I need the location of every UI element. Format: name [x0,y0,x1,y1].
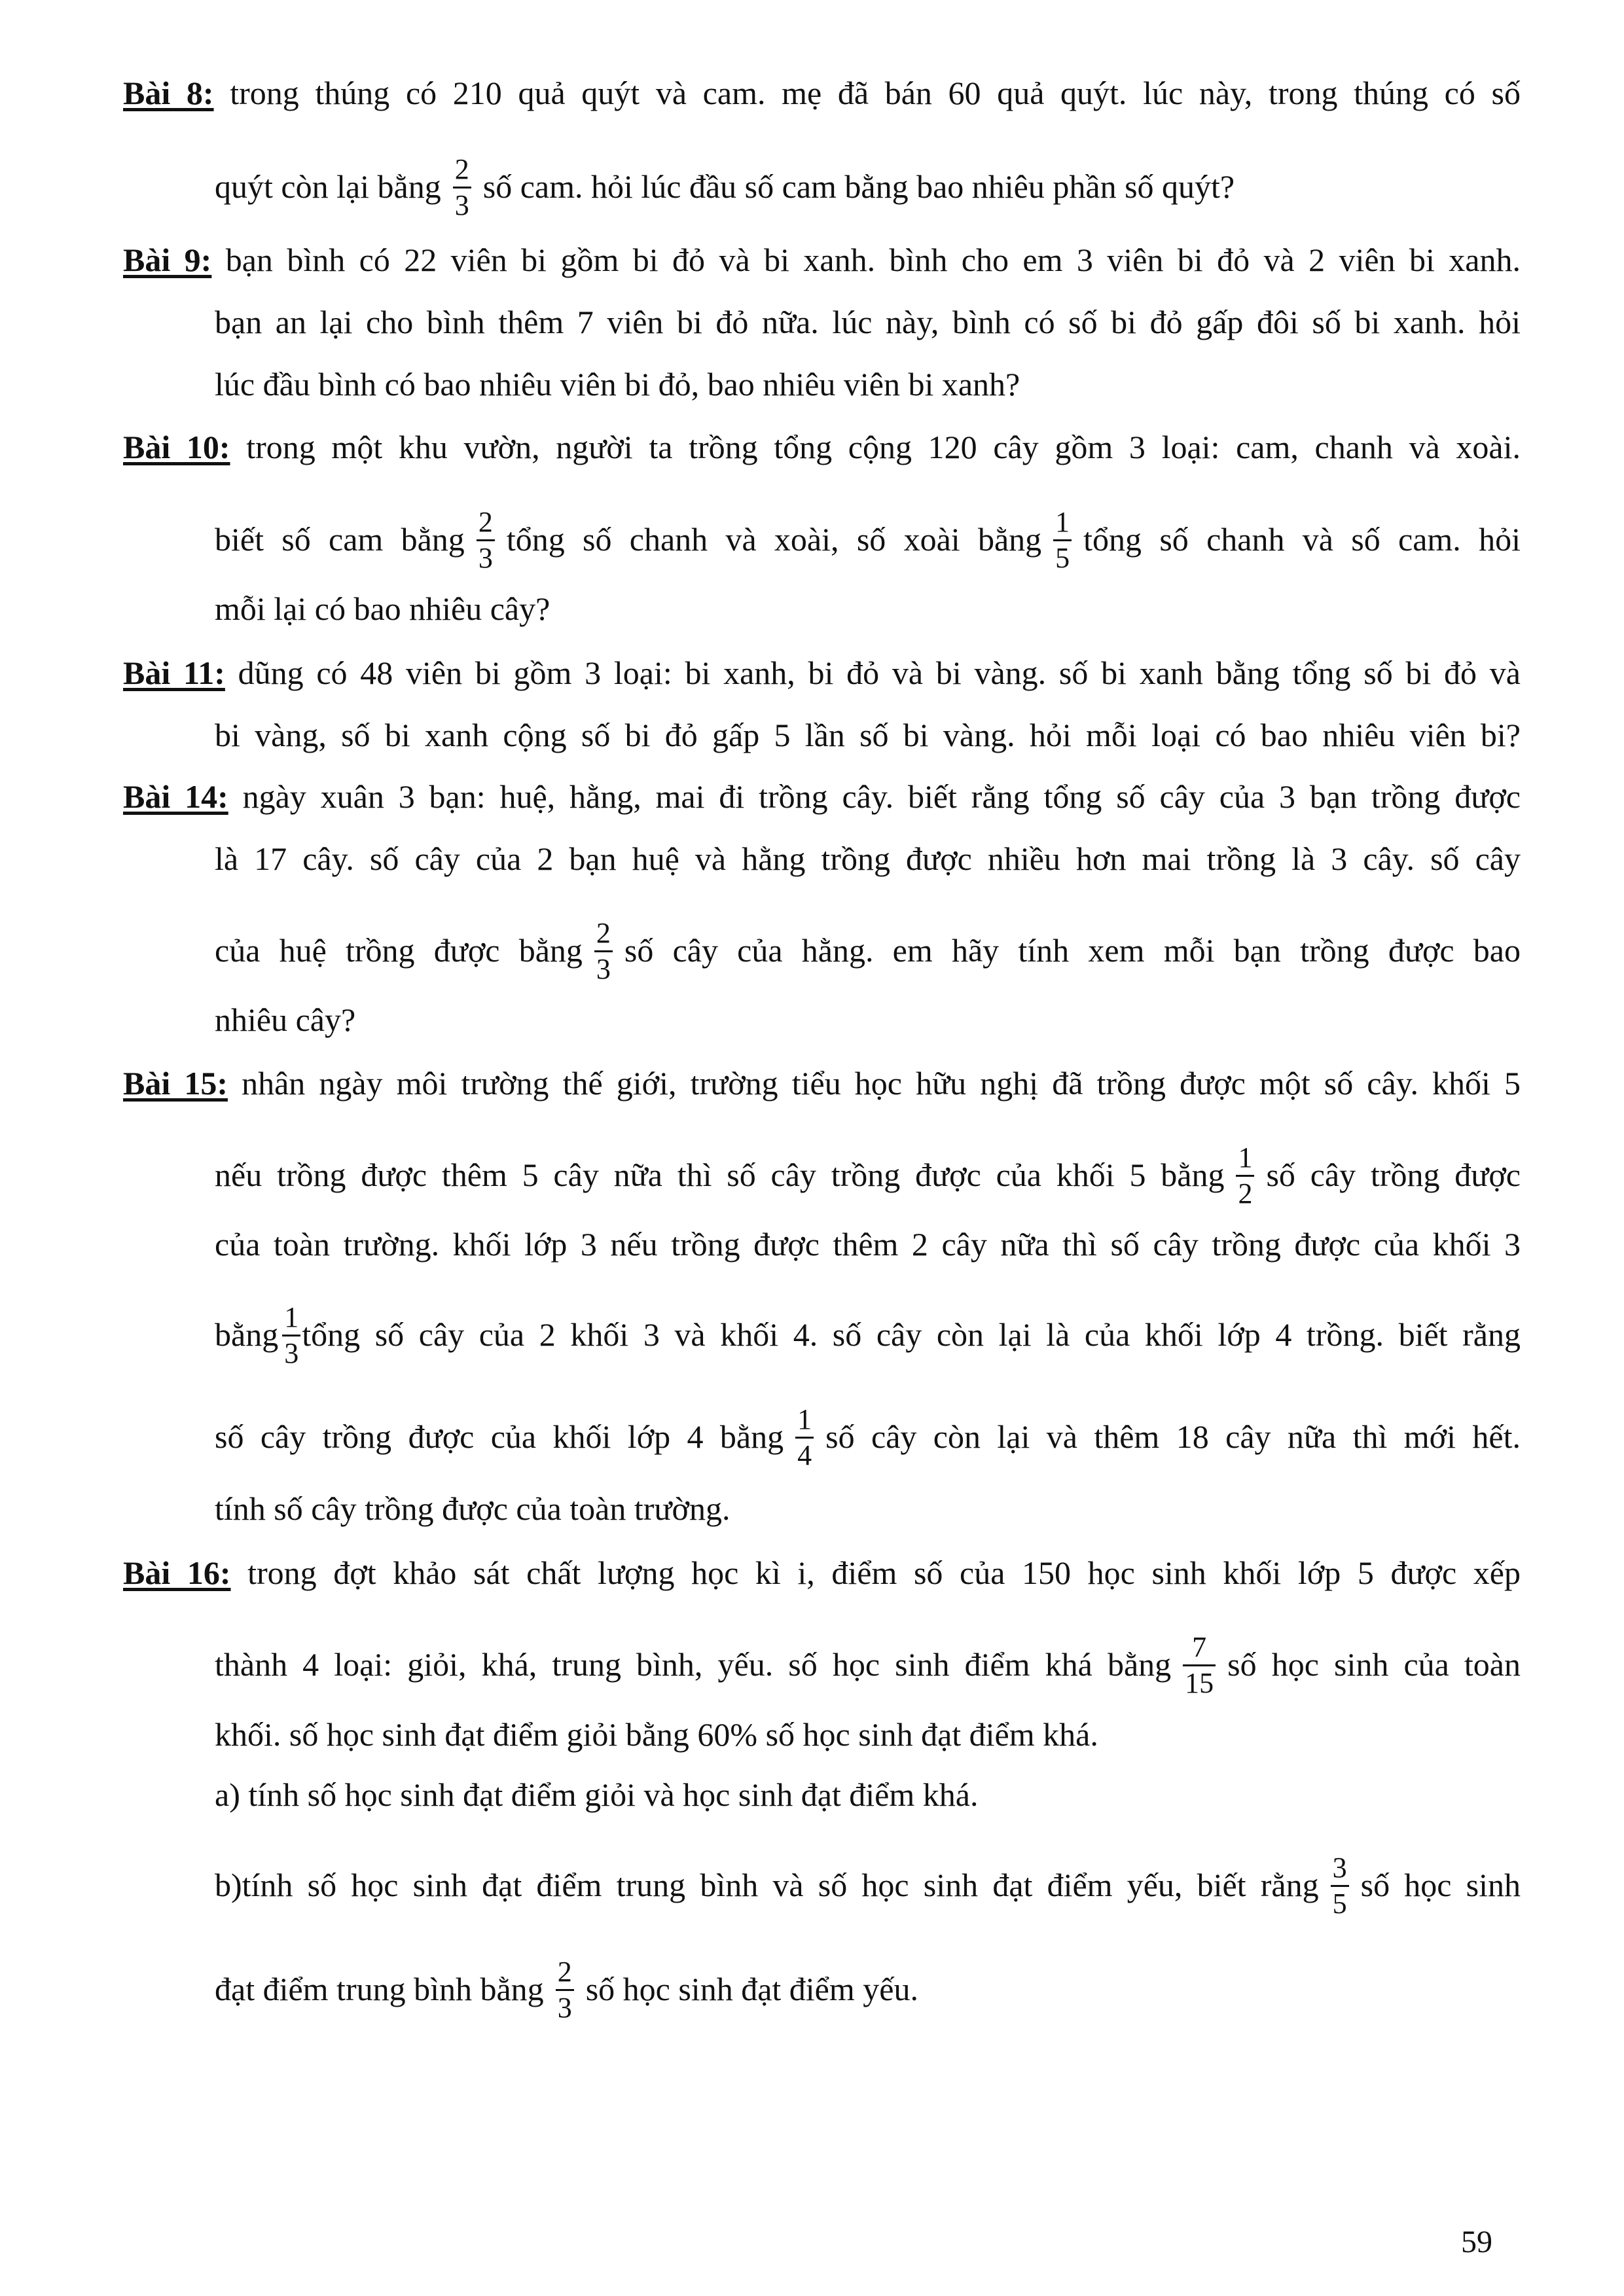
problem-9-line-3: lúc đầu bình có bao nhiêu viên bi đỏ, bao nhiêu viên bi xanh? [215,366,1020,403]
problem-8-label: Bài 8: [123,75,214,111]
problem-16-part-a: a) tính số học sinh đạt điểm giỏi và học sinh đạt điểm khá. [215,1776,979,1813]
fraction: $\frac{2}{3}$ [453,152,471,223]
fraction: $\frac{1}{5}$ [1053,505,1072,575]
problem-9-line-2: bạn an lại cho bình thêm 7 viên bi đỏ nữa. lúc này, bình có số bi đỏ gấp đôi số bi xanh. hỏi [215,304,1521,340]
fraction: $\frac{1}{4}$ [795,1403,814,1473]
problem-15-line-6: tính số cây trồng được của toàn trường. [215,1490,731,1527]
problem-10-line-3: mỗi lại có bao nhiêu cây? [215,590,550,627]
fraction: $\frac{1}{2}$ [1236,1141,1254,1211]
fraction: $\frac{3}{5}$ [1331,1851,1349,1921]
fraction: $\frac{2}{3}$ [556,1955,574,2025]
problem-14-line-2: là 17 cây. số cây của 2 bạn huệ và hằng trồng được nhiều hơn mai trồng là 3 cây. số cây [215,840,1521,877]
problem-11-line-1: Bài 11: dũng có 48 viên bi gồm 3 loại: bi xanh, bi đỏ và bi vàng. số bi xanh bằng tổng số bi đỏ và [123,655,1521,691]
problem-9-line-1: Bài 9: bạn bình có 22 viên bi gồm bi đỏ và bi xanh. bình cho em 3 viên bi đỏ và 2 viên bi xanh. [123,242,1521,278]
problem-16-label: Bài 16: [123,1554,231,1591]
problem-16-part-b-line-1: b)tính số học sinh đạt điểm trung bình và số học sinh đạt điểm yếu, biết rằng $\frac{3}{5}$ số học sinh [215,1852,1521,1920]
problem-14-line-3: của huệ trồng được bằng $\frac{2}{3}$ số cây của hằng. em hãy tính xem mỗi bạn trồng được bao [215,917,1521,985]
problem-11-label: Bài 11: [123,655,225,691]
problem-16-part-b-line-2: đạt điểm trung bình bằng $\frac{2}{3}$ số học sinh đạt điểm yếu. [215,1956,918,2024]
problem-14-label: Bài 14: [123,778,228,815]
problem-10-label: Bài 10: [123,429,230,465]
page-number: 59 [1461,2225,1492,2259]
problem-10-line-1: Bài 10: trong một khu vườn, người ta trồng tổng cộng 120 cây gồm 3 loại: cam, chanh và xoài. [123,429,1521,465]
problem-11-line-2: bi vàng, số bi xanh cộng số bi đỏ gấp 5 lần số bi vàng. hỏi mỗi loại có bao nhiêu viên bi? [215,717,1521,753]
fraction: $\frac{2}{3}$ [477,505,495,575]
fraction: $\frac{1}{3}$ [282,1300,300,1371]
problem-15-line-4: bằng $\frac{1}{3}$ tổng số cây của 2 khối 3 và khối 4. số cây còn lại là của khối lớp 4 trồng. biết rằng [215,1301,1521,1369]
problem-14-line-4: nhiêu cây? [215,1001,356,1038]
problem-15-label: Bài 15: [123,1065,228,1102]
problem-10-line-2: biết số cam bằng $\frac{2}{3}$ tổng số chanh và xoài, số xoài bằng $\frac{1}{5}$ tổng số chanh và số cam. hỏi [215,506,1521,574]
problem-15-line-3: của toàn trường. khối lớp 3 nếu trồng được thêm 2 cây nữa thì số cây trồng được của khối 3 [215,1226,1521,1263]
problem-8-line-2: quýt còn lại bằng $\frac{2}{3}$ số cam. hỏi lúc đầu số cam bằng bao nhiêu phần số quýt? [215,153,1235,221]
problem-16-line-1: Bài 16: trong đợt khảo sát chất lượng học kì i, điểm số của 150 học sinh khối lớp 5 được xếp [123,1554,1521,1591]
problem-15-line-1: Bài 15: nhân ngày môi trường thế giới, trường tiểu học hữu nghị đã trồng được một số cây. khối 5 [123,1065,1521,1102]
problem-14-line-1: Bài 14: ngày xuân 3 bạn: huệ, hằng, mai đi trồng cây. biết rằng tổng số cây của 3 bạn trồng được [123,778,1521,815]
fraction: $\frac{2}{3}$ [594,916,613,986]
fraction: $\frac{7}{15}$ [1183,1630,1216,1700]
problem-8-line-1: Bài 8: trong thúng có 210 quả quýt và cam. mẹ đã bán 60 quả quýt. lúc này, trong thúng có số [123,75,1521,111]
problem-9-label: Bài 9: [123,242,212,278]
problem-15-line-5: số cây trồng được của khối lớp 4 bằng $\frac{1}{4}$ số cây còn lại và thêm 18 cây nữa thì mới hết. [215,1403,1521,1471]
problem-16-line-3: khối. số học sinh đạt điểm giỏi bằng 60% số học sinh đạt điểm khá. [215,1716,1098,1753]
problem-15-line-2: nếu trồng được thêm 5 cây nữa thì số cây trồng được của khối 5 bằng $\frac{1}{2}$ số cây trồng được [215,1141,1521,1210]
problem-16-line-2: thành 4 loại: giỏi, khá, trung bình, yếu. số học sinh điểm khá bằng $\frac{7}{15}$ số học sinh của toàn [215,1631,1521,1699]
